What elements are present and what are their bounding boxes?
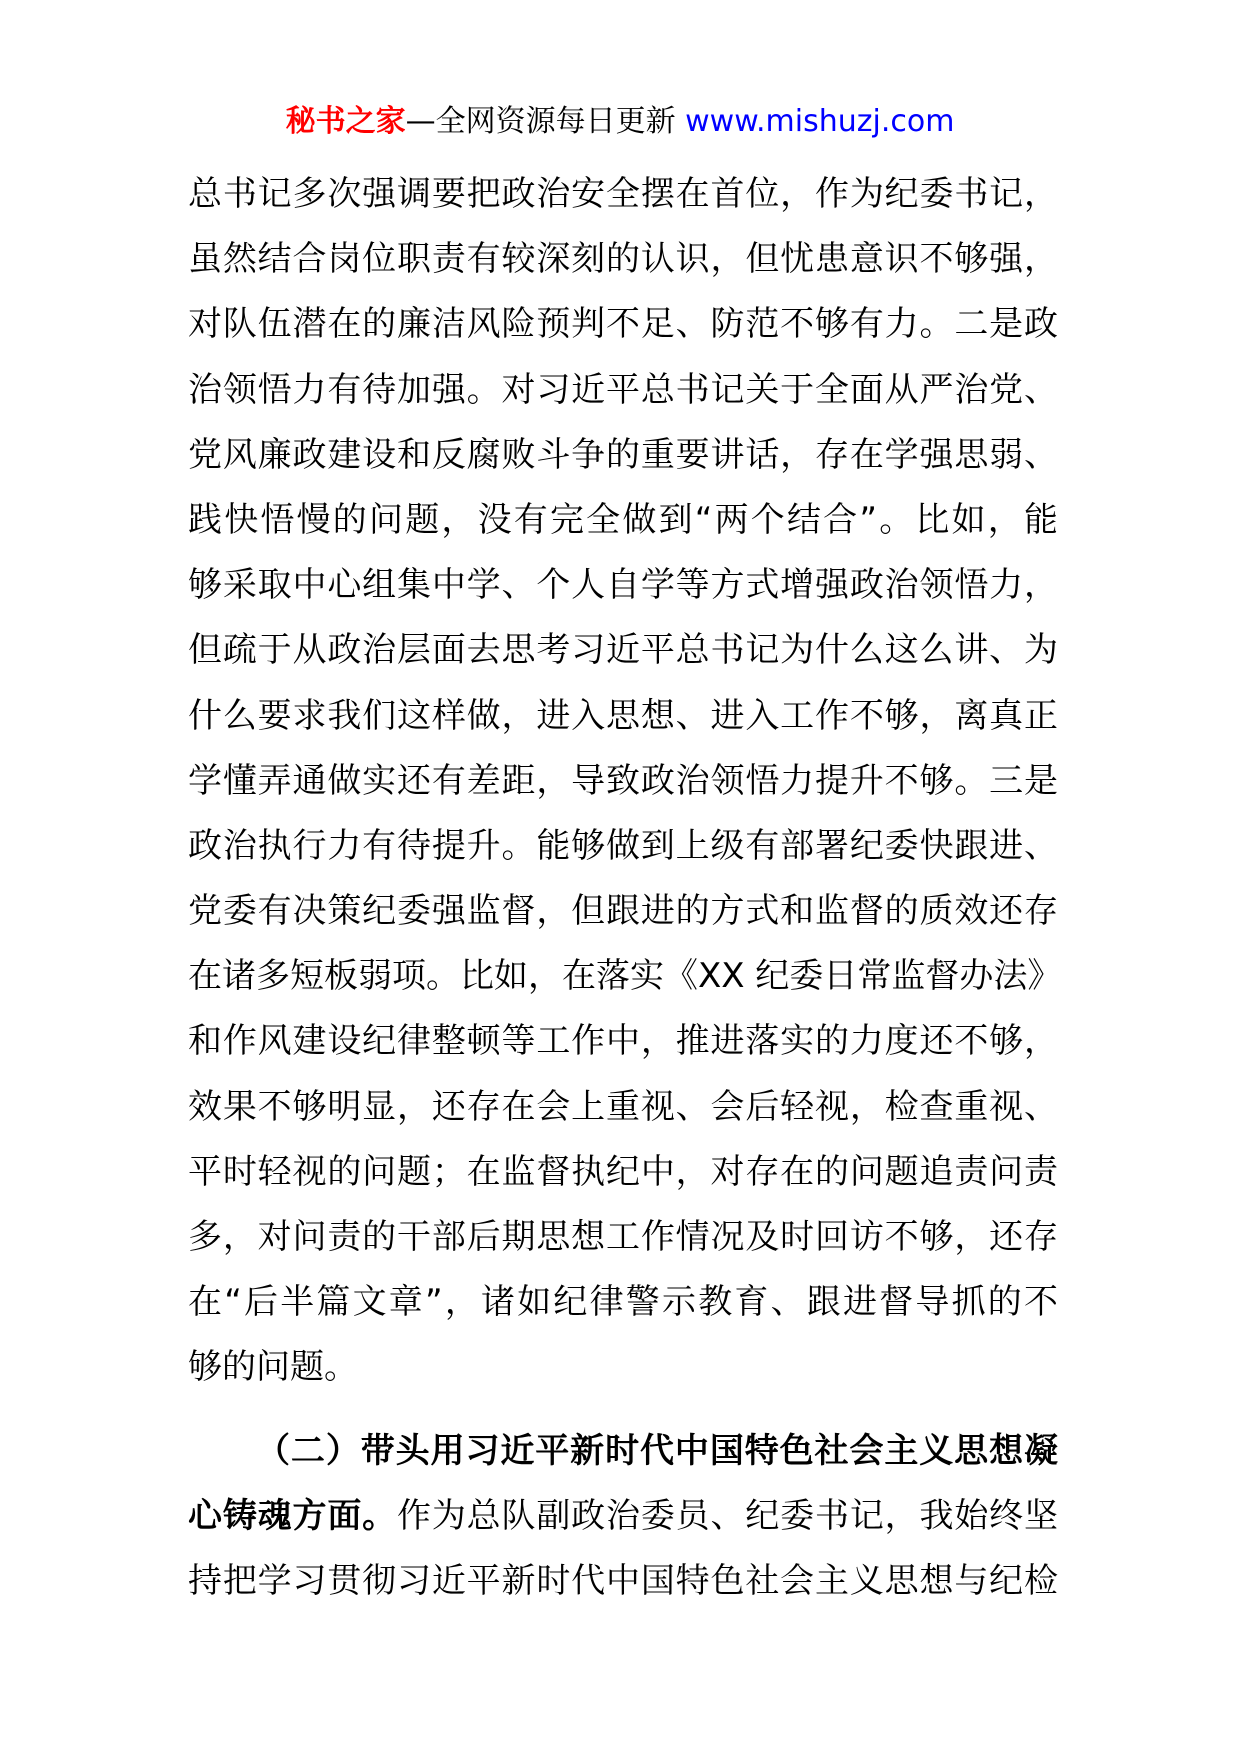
text-line: 践快悟慢的问题，没有完全做到“两个结合”。比如，能	[188, 499, 1058, 540]
section-heading-end: 心铸魂方面。	[188, 1495, 397, 1536]
text-line: 学懂弄通做实还有差距，导致政治领悟力提升不够。三是	[188, 760, 1058, 801]
text-line: 但疏于从政治层面去思考习近平总书记为什么这么讲、为	[188, 630, 1058, 671]
text-line: 总书记多次强调要把政治安全摆在首位，作为纪委书记，	[188, 174, 1058, 214]
text-line: 平时轻视的问题；在监督执纪中，对存在的问题追责问责	[188, 1151, 1058, 1192]
text-line: 党委有决策纪委强监督，但跟进的方式和监督的质效还存	[188, 891, 1058, 932]
text-line: 和作风建设纪律整顿等工作中，推进落实的力度还不够，	[188, 1021, 1058, 1062]
text-line: 够采取中心组集中学、个人自学等方式增强政治领悟力，	[188, 565, 1058, 606]
text-line: 在诸多短板弱项。比如，在落实《XX 纪委日常监督办法》	[188, 956, 1062, 997]
paragraph-2	[188, 1419, 1058, 1615]
text-line: 多，对问责的干部后期思想工作情况及时回访不够，还存	[188, 1217, 1058, 1257]
text-line: 政治执行力有待提升。能够做到上级有部署纪委快跟进、	[188, 825, 1058, 866]
text-line: 对队伍潜在的廉洁风险预判不足、防范不够有力。二是政	[188, 304, 1058, 345]
section-heading: （二）带头用习近平新时代中国特色社会主义思想凝	[256, 1430, 1058, 1471]
site-tagline: —全网资源每日更新	[405, 104, 686, 139]
site-brand: 秘书之家	[285, 104, 406, 139]
text-line: 效果不够明显，还存在会上重视、会后轻视，检查重视、	[188, 1086, 1058, 1127]
text-line: 虽然结合岗位职责有较深刻的认识，但忧患意识不够强，	[188, 239, 1058, 280]
text-line: 治领悟力有待加强。对习近平总书记关于全面从严治党、	[188, 369, 1058, 410]
paragraph-1	[188, 162, 1062, 1401]
text-line: 在“后半篇文章”，诸如纪律警示教育、跟进督导抓的不	[188, 1282, 1058, 1323]
text-line: 持把学习贯彻习近平新时代中国特色社会主义思想与纪检	[188, 1560, 1058, 1601]
text-span: 作为总队副政治委员、纪委书记，我始终坚	[397, 1495, 1058, 1536]
text-line: 什么要求我们这样做，进入思想、进入工作不够，离真正	[188, 695, 1058, 736]
paragraph-gap	[188, 1401, 1058, 1419]
text-line: 够的问题。	[188, 1347, 358, 1388]
site-url-link[interactable]: www.mishuzj.com	[685, 104, 955, 139]
document-body	[188, 162, 1062, 1614]
text-line: 党风廉政建设和反腐败斗争的重要讲话，存在学强思弱、	[188, 434, 1058, 475]
site-header	[0, 100, 1240, 144]
text-line	[188, 1484, 1058, 1549]
